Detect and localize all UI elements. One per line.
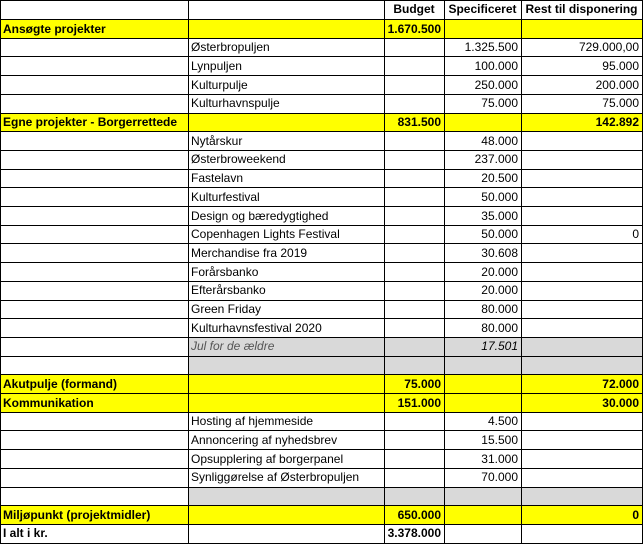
table-cell-c1[interactable]: Hosting af hjemmeside	[191, 414, 314, 429]
table-cell-c0[interactable]	[0, 244, 188, 263]
table-cell-c2[interactable]	[384, 188, 444, 207]
table-cell-c0[interactable]	[0, 169, 188, 188]
table-cell-c4[interactable]	[521, 319, 642, 338]
table-row	[0, 94, 643, 113]
table-row	[0, 300, 643, 319]
grid-line	[0, 0, 643, 1]
table-cell-c4[interactable]: 72.000	[602, 376, 639, 391]
section-row	[0, 506, 643, 525]
header-rest[interactable]: Rest til disponering	[525, 2, 638, 16]
table-row	[0, 244, 643, 263]
table-cell-c3[interactable]	[444, 487, 521, 506]
table-cell-c1[interactable]	[188, 524, 384, 543]
table-cell-c2[interactable]: 831.500	[397, 115, 441, 129]
table-cell-c2[interactable]: 75.000	[404, 376, 441, 391]
table-cell-c3[interactable]: 50.000	[481, 189, 518, 204]
table-cell-c0[interactable]	[0, 319, 188, 338]
grid-line	[444, 0, 445, 543]
table-cell-c3[interactable]: 237.000	[474, 152, 518, 167]
table-cell-c1[interactable]: Kulturhavnsfestival 2020	[191, 320, 322, 335]
table-cell-c1[interactable]: Kulturhavnspulje	[191, 96, 280, 111]
table-cell-c0[interactable]	[0, 150, 188, 169]
table-cell-c1[interactable]: Nytårskur	[191, 133, 243, 148]
grid-line	[0, 113, 643, 114]
grid-line	[0, 430, 643, 431]
table-cell-c2[interactable]: 650.000	[397, 507, 441, 522]
grid-line	[0, 150, 643, 151]
table-cell-c3[interactable]: 17.501	[444, 337, 521, 356]
table-cell-c0[interactable]	[0, 300, 188, 319]
grid-line	[0, 412, 643, 413]
grid-line	[384, 0, 385, 543]
table-cell-c3[interactable]	[444, 375, 521, 394]
table-cell-c2[interactable]	[384, 263, 444, 282]
table-cell-c3[interactable]: 75.000	[481, 96, 518, 111]
grid-line	[0, 56, 643, 57]
table-cell-c4[interactable]: 200.000	[595, 77, 639, 92]
table-cell-c1[interactable]: Synliggørelse af Østerbropuljen	[191, 470, 360, 485]
table-cell-c0[interactable]	[0, 281, 188, 300]
table-cell-c3[interactable]: 250.000	[474, 77, 518, 92]
table-cell-c3[interactable]: 1.325.500	[464, 40, 518, 55]
section-row	[0, 113, 643, 132]
table-cell-c4[interactable]	[521, 412, 642, 431]
table-cell-c1[interactable]: Jul for de ældre	[188, 337, 384, 356]
table-cell-c1[interactable]: Østerbropuljen	[191, 40, 270, 55]
table-cell-c3[interactable]: 80.000	[481, 320, 518, 335]
table-cell-c1[interactable]: Green Friday	[191, 302, 262, 316]
table-cell-c0[interactable]	[0, 76, 188, 95]
grid-line	[0, 281, 643, 282]
table-row	[0, 169, 643, 188]
table-cell-c2[interactable]	[384, 38, 444, 57]
grid-line	[0, 356, 643, 357]
grid-line	[0, 262, 643, 263]
header-cell-blank[interactable]	[188, 0, 384, 18]
table-row	[0, 319, 643, 338]
table-cell-c4[interactable]: 142.892	[595, 115, 639, 129]
table-cell-c4[interactable]	[521, 281, 642, 300]
grid-line	[188, 0, 189, 543]
total-row	[0, 524, 643, 543]
table-cell-c2[interactable]: 3.378.000	[387, 526, 441, 541]
section-row	[0, 20, 643, 39]
grid-line	[0, 243, 643, 244]
table-cell-c0[interactable]	[0, 207, 188, 226]
table-cell-c2[interactable]	[384, 337, 444, 356]
table-cell-c0[interactable]	[0, 188, 188, 207]
section-row	[0, 375, 643, 394]
table-row	[0, 281, 643, 300]
grid-line	[0, 19, 643, 20]
table-cell-c2[interactable]	[384, 94, 444, 113]
table-cell-c4[interactable]	[521, 468, 642, 487]
table-cell-c3[interactable]: 15.500	[481, 432, 518, 447]
grid-line	[0, 75, 643, 76]
table-row	[0, 207, 643, 226]
grid-line	[0, 524, 643, 525]
grid-line	[0, 393, 643, 394]
table-cell-c1[interactable]	[188, 356, 384, 375]
table-cell-c4[interactable]	[521, 487, 642, 506]
table-cell-c2[interactable]	[384, 207, 444, 226]
table-row	[0, 412, 643, 431]
table-cell-c3[interactable]: 31.000	[481, 451, 518, 466]
grid-line	[0, 318, 643, 319]
grid-line	[0, 374, 643, 375]
table-cell-c3[interactable]: 20.000	[481, 264, 518, 279]
table-cell-c3[interactable]: 70.000	[481, 470, 518, 485]
table-cell-c3[interactable]: 4.500	[487, 414, 518, 429]
table-cell-c3[interactable]: 80.000	[481, 302, 518, 316]
table-cell-c1[interactable]	[188, 375, 384, 394]
table-cell-c0[interactable]	[0, 225, 188, 244]
grid-line	[0, 131, 643, 132]
table-cell-c1[interactable]: Efterårsbanko	[191, 283, 266, 298]
table-cell-c4[interactable]	[521, 188, 642, 207]
table-cell-c1[interactable]: Kulturpulje	[191, 77, 248, 92]
table-cell-c3[interactable]: 20.500	[481, 171, 518, 186]
table-cell-c1[interactable]: Annoncering af nyhedsbrev	[191, 432, 338, 447]
table-row	[0, 38, 643, 57]
table-cell-c4[interactable]	[521, 450, 642, 469]
table-row	[0, 356, 643, 375]
table-cell-c2[interactable]	[384, 132, 444, 151]
grid-line	[0, 487, 643, 488]
table-cell-c1[interactable]	[188, 113, 384, 132]
table-cell-c3[interactable]	[444, 394, 521, 413]
table-cell-c2[interactable]	[384, 225, 444, 244]
table-row	[0, 76, 643, 95]
table-cell-c4[interactable]	[521, 244, 642, 263]
grid-line	[0, 0, 1, 543]
grid-line	[0, 94, 643, 95]
table-cell-c1[interactable]	[188, 394, 384, 413]
grid-line	[0, 169, 643, 170]
table-cell-c2[interactable]	[384, 76, 444, 95]
table-cell-c2[interactable]	[384, 169, 444, 188]
table-cell-c4[interactable]: 95.000	[602, 58, 639, 73]
table-cell-c2[interactable]	[384, 450, 444, 469]
grid-line	[0, 38, 643, 39]
table-row	[0, 225, 643, 244]
table-cell-c2[interactable]	[384, 150, 444, 169]
table-cell-c0[interactable]	[0, 356, 188, 375]
grid-line	[0, 300, 643, 301]
table-cell-c3[interactable]: 20.000	[481, 283, 518, 298]
grid-line	[0, 225, 643, 226]
table-cell-c4[interactable]	[521, 356, 642, 375]
table-cell-c1[interactable]: Østerbroweekend	[191, 152, 286, 167]
table-cell-c4[interactable]	[521, 207, 642, 226]
grid-line	[0, 505, 643, 506]
table-cell-c3[interactable]	[444, 20, 521, 39]
table-cell-c3[interactable]: 100.000	[474, 58, 518, 73]
table-cell-c4[interactable]: 0	[632, 507, 639, 522]
table-cell-c0[interactable]	[0, 263, 188, 282]
grid-line	[0, 206, 643, 207]
table-cell-c4[interactable]	[521, 150, 642, 169]
table-cell-c1[interactable]: Merchandise fra 2019	[191, 245, 308, 260]
grid-line	[0, 187, 643, 188]
table-row	[0, 57, 643, 76]
table-cell-c4[interactable]	[521, 300, 642, 319]
header-cell-blank[interactable]	[0, 0, 188, 18]
table-cell-c0[interactable]	[0, 450, 188, 469]
table-cell-c3[interactable]	[444, 356, 521, 375]
table-cell-c4[interactable]	[521, 263, 642, 282]
table-cell-c1[interactable]: Kulturfestival	[191, 189, 260, 204]
table-cell-c4[interactable]: 729.000,00	[578, 40, 639, 55]
table-cell-c3[interactable]: 30.608	[481, 245, 518, 260]
grid-line	[521, 0, 522, 543]
table-row	[0, 450, 643, 469]
table-cell-c2[interactable]	[384, 356, 444, 375]
table-row	[0, 188, 643, 207]
table-cell-c2[interactable]	[384, 300, 444, 319]
table-row	[0, 468, 643, 487]
header-row	[0, 0, 643, 18]
table-cell-c0[interactable]	[0, 431, 188, 450]
grid-line	[0, 468, 643, 469]
table-cell-c0[interactable]	[0, 412, 188, 431]
table-cell-c4[interactable]	[521, 524, 642, 543]
table-cell-c0[interactable]: Ansøgte projekter	[3, 21, 106, 36]
table-cell-c0[interactable]	[0, 337, 188, 356]
table-cell-c0[interactable]	[0, 94, 188, 113]
table-cell-c1[interactable]: Fastelavn	[191, 171, 244, 186]
table-cell-c0[interactable]: I alt i kr.	[3, 526, 48, 541]
table-cell-c2[interactable]	[384, 468, 444, 487]
table-cell-c1[interactable]: Lynpuljen	[191, 58, 242, 73]
table-cell-c2[interactable]	[384, 431, 444, 450]
table-cell-c4[interactable]: 0	[632, 227, 639, 242]
table-cell-c4[interactable]	[521, 20, 642, 39]
table-cell-c4[interactable]: 75.000	[602, 96, 639, 111]
table-cell-c0[interactable]	[0, 468, 188, 487]
table-cell-c1[interactable]: Forårsbanko	[191, 264, 259, 279]
table-cell-c0[interactable]	[0, 132, 188, 151]
table-cell-c2[interactable]	[384, 281, 444, 300]
table-cell-c4[interactable]: 30.000	[602, 395, 639, 410]
table-row	[0, 337, 643, 356]
table-cell-c0[interactable]: Akutpulje (formand)	[3, 376, 117, 391]
table-row	[0, 431, 643, 450]
table-cell-c4[interactable]	[521, 337, 642, 356]
table-cell-c3[interactable]	[444, 506, 521, 525]
table-cell-c2[interactable]	[384, 319, 444, 338]
grid-line	[0, 449, 643, 450]
table-cell-c2[interactable]: 1.670.500	[387, 21, 441, 36]
table-cell-c3[interactable]	[444, 524, 521, 543]
table-row	[0, 487, 643, 506]
table-cell-c2[interactable]	[384, 487, 444, 506]
table-cell-c0[interactable]	[0, 487, 188, 506]
table-cell-c1[interactable]	[188, 506, 384, 525]
table-cell-c0[interactable]	[0, 57, 188, 76]
table-cell-c2[interactable]	[384, 57, 444, 76]
section-row	[0, 394, 643, 413]
table-cell-c1[interactable]	[188, 20, 384, 39]
table-cell-c3[interactable]: 35.000	[481, 208, 518, 223]
table-cell-c2[interactable]	[384, 412, 444, 431]
header-budget[interactable]: Budget	[393, 2, 435, 16]
table-cell-c2[interactable]: 151.000	[397, 395, 441, 410]
table-row	[0, 263, 643, 282]
table-cell-c0[interactable]: Miljøpunkt (projektmidler)	[3, 507, 151, 522]
header-specificeret[interactable]: Specificeret	[448, 2, 517, 16]
table-cell-c2[interactable]	[384, 244, 444, 263]
table-row	[0, 132, 643, 151]
table-cell-c0[interactable]	[0, 38, 188, 57]
grid-line	[0, 337, 643, 338]
table-cell-c3[interactable]: 48.000	[481, 133, 518, 148]
table-cell-c1[interactable]: Design og bæredygtighed	[191, 208, 329, 223]
grid-line	[0, 543, 643, 544]
table-cell-c3[interactable]	[444, 113, 521, 132]
table-cell-c3[interactable]: 50.000	[481, 227, 518, 242]
table-cell-c1[interactable]	[188, 487, 384, 506]
table-cell-c4[interactable]	[521, 132, 642, 151]
table-cell-c1[interactable]: Copenhagen Lights Festival	[191, 227, 340, 242]
table-cell-c0[interactable]: Egne projekter - Borgerrettede	[3, 115, 178, 129]
table-cell-c4[interactable]	[521, 431, 642, 450]
table-cell-c0[interactable]: Kommunikation	[3, 395, 94, 410]
table-row	[0, 150, 643, 169]
table-cell-c1[interactable]: Opsupplering af borgerpanel	[191, 451, 344, 466]
table-cell-c4[interactable]	[521, 169, 642, 188]
